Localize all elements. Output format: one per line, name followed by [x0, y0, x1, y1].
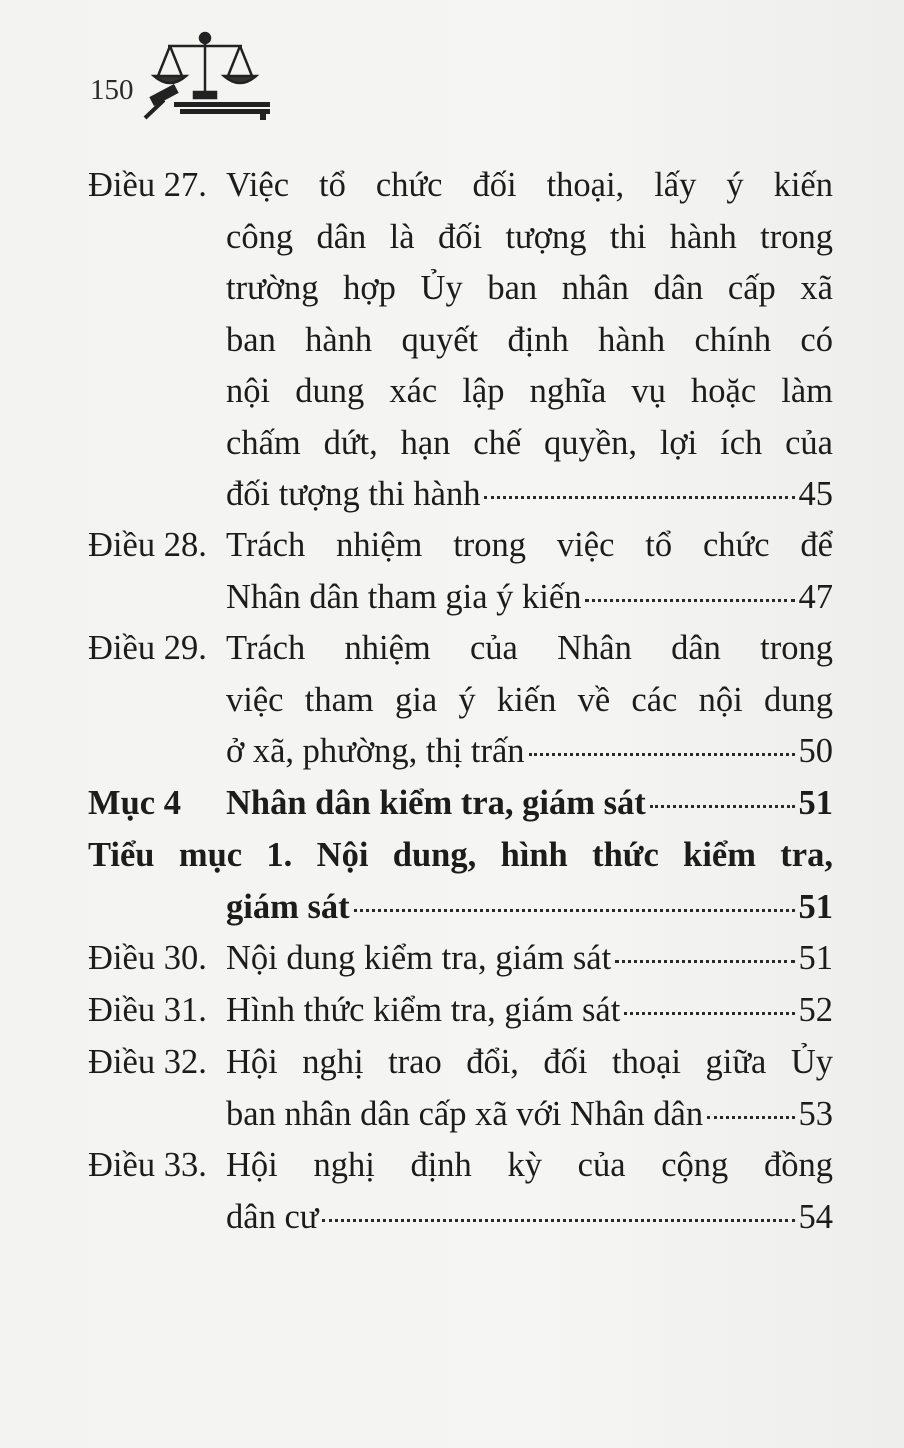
- toc-entry-tieu-muc-1[interactable]: [88, 830, 833, 933]
- entry-text-line: ở xã, phường, thị trấn: [226, 732, 525, 770]
- dot-leader: [624, 1012, 794, 1015]
- entry-text-line: trường hợp Ủy ban nhân dân cấp xã: [226, 269, 833, 307]
- page-ref: 51: [798, 887, 833, 926]
- entry-text-line: ban nhân dân cấp xã với Nhân dân: [226, 1094, 704, 1133]
- article-label: Điều 28.: [88, 526, 207, 564]
- page-ref: 47: [798, 577, 833, 616]
- table-of-contents: [88, 160, 833, 1243]
- entry-text-line: Hình thức kiểm tra, giám sát: [226, 991, 621, 1029]
- toc-entry-dieu-28[interactable]: [88, 520, 833, 623]
- page-ref: 53: [798, 1094, 833, 1133]
- entry-text-line: ban hành quyết định hành chính có: [226, 320, 833, 359]
- page-ref: 51: [798, 784, 833, 822]
- page-header: [90, 20, 310, 120]
- page-number: 150: [90, 74, 134, 106]
- entry-text-line: Nhân dân tham gia ý kiến: [226, 577, 582, 616]
- toc-entry-dieu-29[interactable]: [88, 623, 833, 778]
- dot-leader: [354, 909, 795, 912]
- toc-entry-muc-4[interactable]: [88, 778, 833, 830]
- page-ref: 50: [798, 732, 833, 770]
- dot-leader: [707, 1116, 794, 1119]
- article-label: Điều 27.: [88, 166, 207, 204]
- entry-text-line: Hội nghị trao đổi, đối thoại giữa Ủy: [226, 1043, 833, 1081]
- dot-leader: [529, 753, 795, 756]
- page-ref: 51: [798, 939, 833, 977]
- article-label: Điều 32.: [88, 1043, 207, 1081]
- section-label: Mục 4: [88, 784, 181, 822]
- article-label: Điều 31.: [88, 991, 207, 1029]
- dot-leader: [585, 599, 794, 602]
- dot-leader: [322, 1219, 794, 1222]
- toc-entry-dieu-31[interactable]: [88, 985, 833, 1037]
- dot-leader: [650, 805, 795, 808]
- scales-of-justice-and-gavel-icon: [140, 20, 270, 120]
- toc-entry-dieu-30[interactable]: [88, 933, 833, 985]
- entry-text-line: dân cư: [226, 1197, 319, 1236]
- dot-leader: [615, 960, 794, 963]
- article-label: Điều 29.: [88, 629, 207, 667]
- dot-leader: [484, 496, 794, 499]
- entry-text-line: Nội dung kiểm tra, giám sát: [226, 939, 612, 977]
- toc-entry-dieu-27[interactable]: [88, 160, 833, 520]
- article-label: Điều 30.: [88, 939, 207, 977]
- entry-text-line: công dân là đối tượng thi hành trong: [226, 217, 833, 256]
- entry-text-line: nội dung xác lập nghĩa vụ hoặc làm: [226, 372, 833, 410]
- toc-entry-dieu-32[interactable]: [88, 1037, 833, 1140]
- page-ref: 45: [798, 475, 833, 513]
- page-ref: 54: [798, 1197, 833, 1236]
- entry-text-line: chấm dứt, hạn chế quyền, lợi ích của: [226, 423, 833, 462]
- subsection-title-line: giám sát: [226, 887, 350, 926]
- section-title: Nhân dân kiểm tra, giám sát: [226, 784, 646, 822]
- subsection-title-line: Tiểu mục 1. Nội dung, hình thức kiểm tra,: [88, 836, 833, 874]
- entry-text-line: Trách nhiệm của Nhân dân trong: [226, 629, 833, 667]
- article-label: Điều 33.: [88, 1146, 207, 1184]
- entry-text-line: việc tham gia ý kiến về các nội dung: [226, 680, 833, 719]
- entry-text-line: Việc tổ chức đối thoại, lấy ý kiến: [226, 166, 833, 204]
- entry-text-line: Trách nhiệm trong việc tổ chức để: [226, 526, 833, 564]
- toc-entry-dieu-33[interactable]: [88, 1140, 833, 1243]
- entry-text-line: đối tượng thi hành: [226, 475, 481, 513]
- page-ref: 52: [798, 991, 833, 1029]
- entry-text-line: Hội nghị định kỳ của cộng đồng: [226, 1146, 833, 1184]
